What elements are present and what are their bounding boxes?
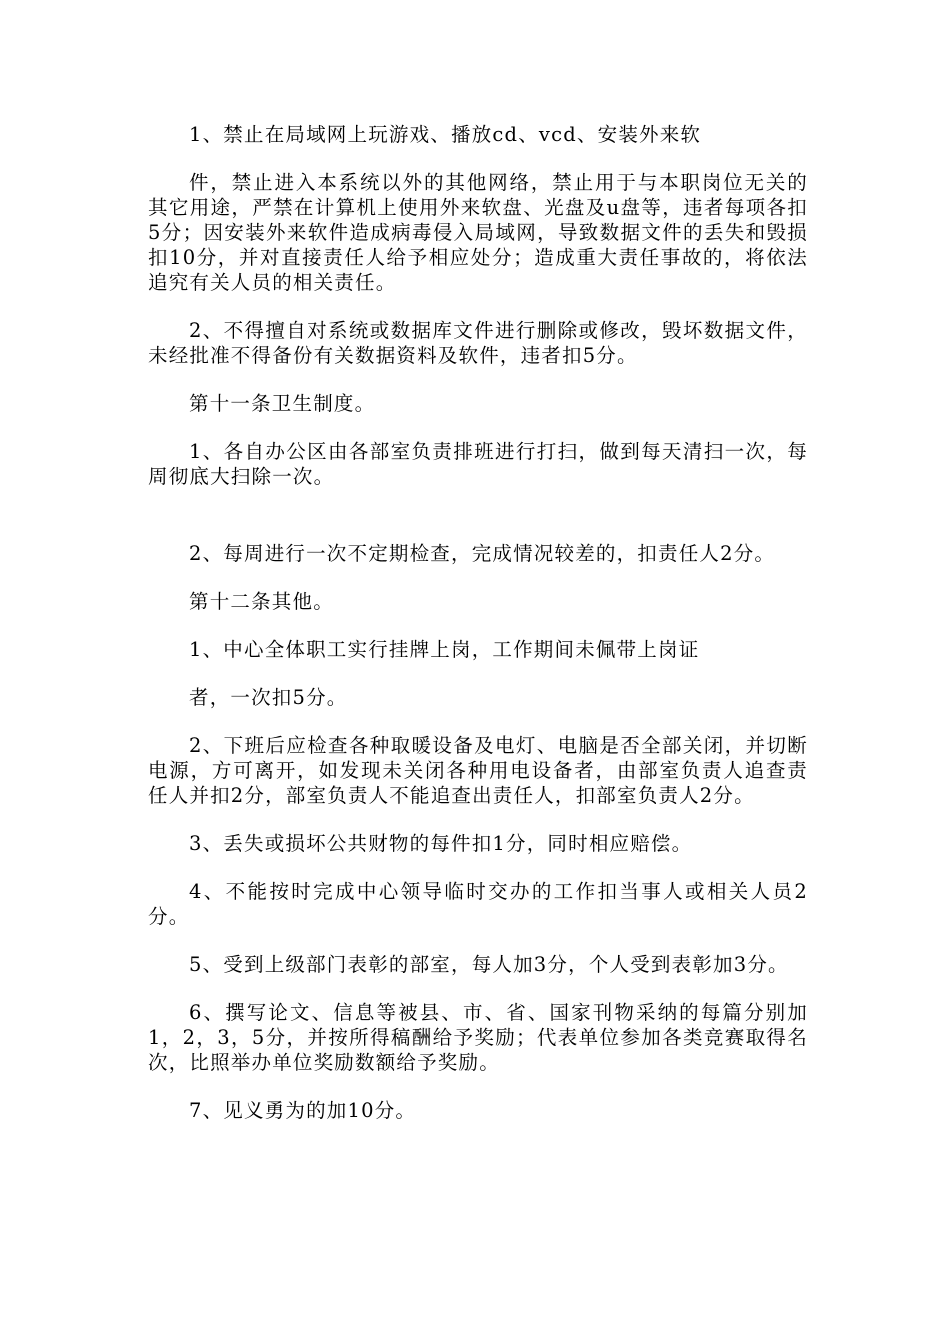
paragraph-other-rule-3: 3、丢失或损坏公共财物的每件扣1分，同时相应赔偿。 — [189, 832, 693, 855]
paragraph-network-rule-1-continued: 件，禁止进入本系统以外的其他网络，禁止用于与本职岗位无关的其它用途，严禁在计算机上使用外来软盘、光盘及u盘等，违者每项各扣5分；因安装外来软件造成病毒侵入局域网，导致数据文件的丢失和毁损扣10分，并对直接责任人给予相应处分；造成重大责任事故的，将依法追究有关人员的相关责任。 — [148, 171, 808, 294]
paragraph-other-rule-2: 2、下班后应检查各种取暖设备及电灯、电脑是否全部关闭，并切断电源，方可离开，如发现未关闭各种用电设备者，由部室负责人追查责任人并扣2分，部室负责人不能追查出责任人，扣部室负责人2分。 — [148, 734, 808, 807]
paragraph-other-rule-1-continued: 者，一次扣5分。 — [189, 686, 348, 709]
section-heading-other: 第十二条其他。 — [189, 590, 334, 613]
paragraph-other-rule-6: 6、撰写论文、信息等被县、市、省、国家刊物采纳的每篇分别加1，2，3，5分，并按所得稿酬给予奖励；代表单位参加各类竞赛取得名次，比照举办单位奖励数额给予奖励。 — [148, 1001, 808, 1074]
paragraph-other-rule-4: 4、不能按时完成中心领导临时交办的工作扣当事人或相关人员2分。 — [148, 880, 808, 928]
paragraph-other-rule-1: 1、中心全体职工实行挂牌上岗，工作期间未佩带上岗证 — [189, 638, 700, 661]
paragraph-network-rule-2: 2、不得擅自对系统或数据库文件进行删除或修改，毁坏数据文件，未经批准不得备份有关数据资料及软件，违者扣5分。 — [148, 319, 808, 367]
paragraph-other-rule-5: 5、受到上级部门表彰的部室，每人加3分，个人受到表彰加3分。 — [189, 953, 789, 976]
paragraph-hygiene-rule-2: 2、每周进行一次不定期检查，完成情况较差的，扣责任人2分。 — [189, 542, 776, 565]
document-page — [148, 122, 808, 1146]
paragraph-network-rule-1: 1、禁止在局域网上玩游戏、播放cd、vcd、安装外来软 — [189, 123, 702, 146]
section-heading-hygiene: 第十一条卫生制度。 — [189, 392, 376, 415]
paragraph-hygiene-rule-1: 1、各自办公区由各部室负责排班进行打扫，做到每天清扫一次，每周彻底大扫除一次。 — [148, 440, 808, 488]
paragraph-other-rule-7: 7、见义勇为的加10分。 — [189, 1099, 417, 1122]
